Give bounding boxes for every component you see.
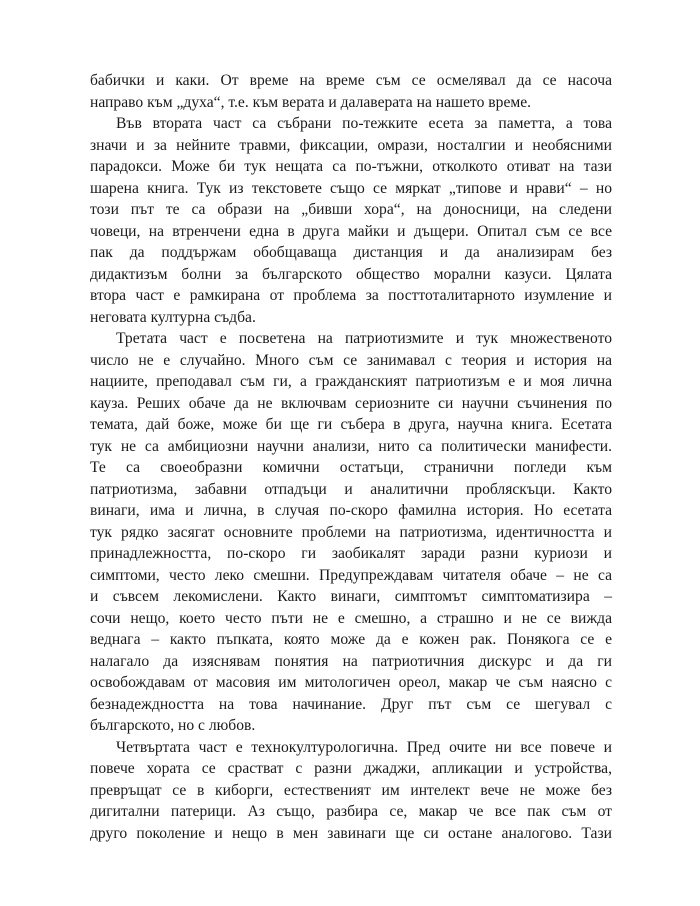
text-line: неговата културна съдба. (90, 308, 256, 326)
text-line: тук рядко засягат основните проблеми на патриотизма, идентичността и (90, 523, 612, 541)
text-line: повече хората се срастват с разни джаджи, апликации и устройства, (90, 760, 612, 777)
text-line: безнадеждността на това начинание. Друг път съм се шегувал с (90, 695, 612, 713)
text-line: сочи нещо, което често пъти не е смешно, а страшно и не се вижда (90, 609, 612, 627)
text-line: принадлежността, по-скоро ги заобикалят заради разни куриози и (90, 545, 612, 562)
text-line: значи и за нейните травми, фиксации, омрази, носталгии и необясними (90, 136, 612, 154)
paragraph (90, 113, 612, 328)
text-line: превръщат се в киборги, естественият им интелект вече не може без (90, 781, 612, 799)
paragraph (90, 328, 612, 737)
text-line: Третата част е посветена на патриотизмите и тук множественото (116, 330, 612, 347)
text-line: Четвъртата част е технокултурологична. Пред очите ни все повече и (116, 738, 612, 756)
text-line: бабички и каки. От време на време съм се осмелявал да се насоча (90, 72, 612, 89)
text-line: пак да поддържам обобщаваща дистанция и да анализирам без (90, 244, 612, 261)
text-line: българското, но с любов. (90, 717, 256, 734)
text-line: Те са своеобразни комични остатъци, странични погледи към (90, 459, 612, 476)
paragraph (90, 737, 612, 845)
text-line: налагало да изяснявам понятия на патриотичния дискурс и да ги (90, 652, 612, 670)
text-line: тук не са амбициозни научни анализи, нито са политически манифести. (90, 437, 612, 455)
text-line: направо към „духа“, т.е. към верата и далаверата на нашето време. (90, 93, 532, 111)
text-line: друго поколение и нещо в мен завинаги ще си остане аналогово. Тази (90, 824, 612, 842)
text-line: веднага – както пъпката, която може да е кожен рак. Понякога се е (90, 631, 612, 648)
text-line: парадокси. Може би тук нещата са по-тъжни, отколкото отиват на тази (90, 158, 612, 175)
text-line: освобождавам от масовия им митологичен ореол, макар че съм наясно с (90, 674, 612, 691)
text-line: втора част е рамкирана от проблема за посттоталитарното изумление и (90, 287, 612, 304)
text-line: нациите, преподавал съм ги, а гражданският патриотизъм е и моя лична (90, 373, 612, 390)
text-line: винаги, има и лична, в случая по-скоро фамилна история. Но есетата (90, 502, 612, 519)
text-line: този път те са образи на „бивши хора“, на доносници, на следени (90, 201, 612, 218)
text-line: кауза. Реших обаче да не включвам сериозните си научни съчинения по (90, 394, 612, 412)
text-line: число не е случайно. Много съм се занимавал с теория и история на (90, 351, 612, 369)
page-body-text (90, 70, 612, 844)
text-line: темата, дай боже, може би ще ги събера в друга, научна книга. Есетата (90, 416, 612, 433)
text-line: патриотизма, забавни отпадъци и аналитични пробляскъци. Както (90, 480, 612, 498)
text-line: Във втората част са събрани по-тежките есета за паметта, а това (116, 115, 612, 132)
text-line: дигитални патерици. Аз също, разбира се, макар че все пак съм от (90, 803, 612, 820)
text-line: шарена книга. Тук из текстовете също се мяркат „типове и нрави“ – но (90, 179, 612, 197)
paragraph (90, 70, 612, 113)
text-line: симптоми, често леко смешни. Предупреждавам читателя обаче – не са (90, 566, 612, 584)
text-line: дидактизъм болни за българското общество морални казуси. Цялата (90, 265, 612, 283)
text-line: човеци, на втренчени една в друга майки и дъщери. Опитал съм се все (90, 222, 612, 240)
text-line: и съвсем лекомислени. Както винаги, симптомът симптоматизира – (90, 588, 612, 605)
